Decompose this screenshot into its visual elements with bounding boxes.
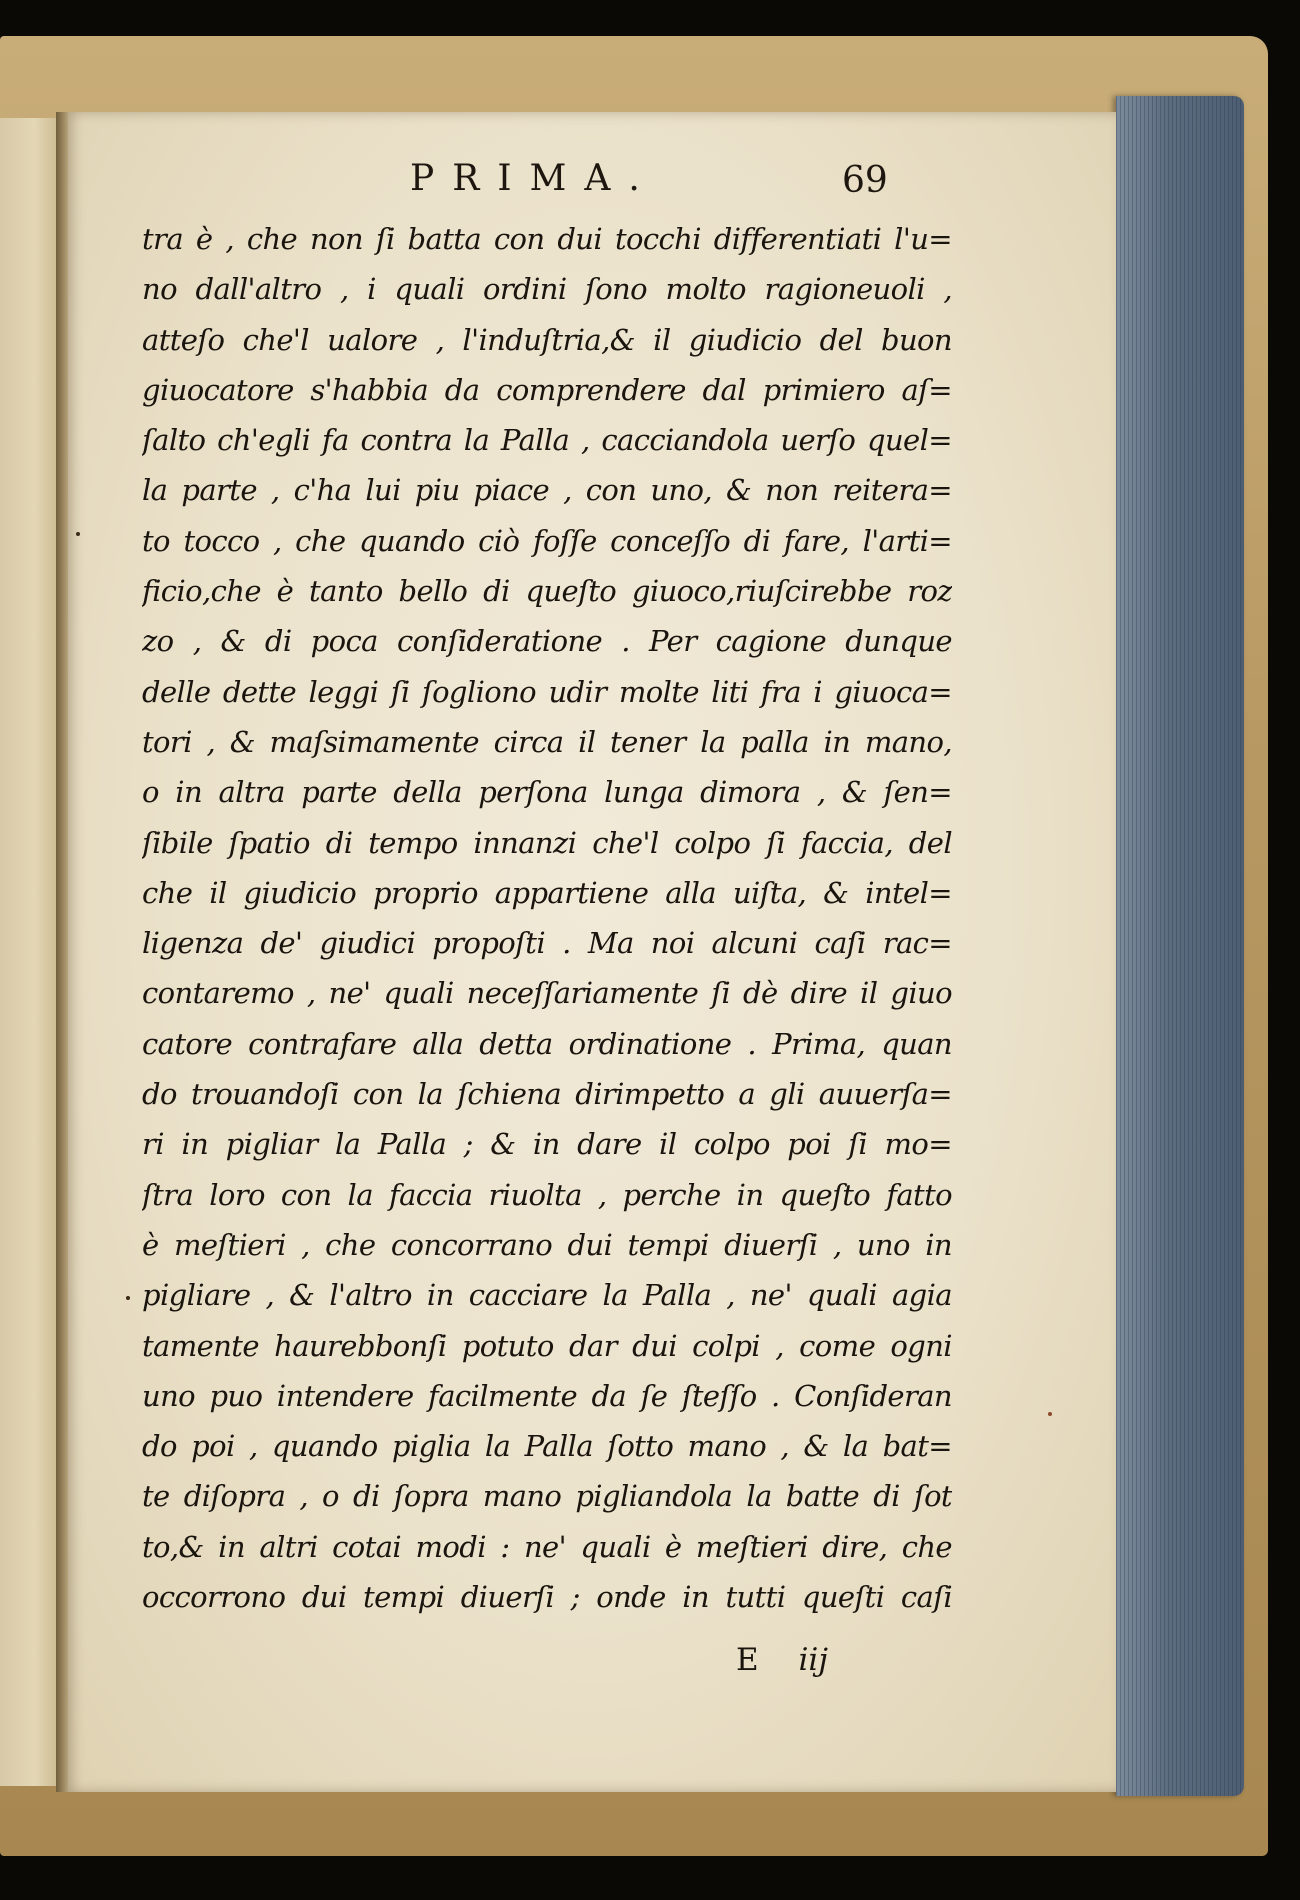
text-line: ſibile ſpatio di tempo innanzi che'l colpo ſi faccia, del xyxy=(142,825,952,860)
text-line: ri in pigliar la Palla ; & in dare il colpo poi ſi mo= xyxy=(142,1127,952,1162)
text-line: ſtra loro con la faccia riuolta , perche in queſto fatto xyxy=(142,1177,952,1212)
text-line: do poi , quando piglia la Palla ſotto mano , & la bat= xyxy=(142,1429,952,1464)
signature-number: iij xyxy=(798,1642,828,1678)
text-line: tori , & maſsimamente circa il tener la palla in mano, xyxy=(142,724,952,759)
signature-letter: E xyxy=(736,1642,759,1678)
text-line: catore contrafare alla detta ordinatione . Prima, quan xyxy=(142,1026,952,1061)
page-number: 69 xyxy=(842,160,888,201)
text-line: do trouandoſi con la ſchiena dirimpetto a gli auuerſa= xyxy=(142,1077,952,1112)
gutter xyxy=(56,112,68,1792)
text-line: tamente haurebbonſi potuto dar dui colpi , come ogni xyxy=(142,1328,952,1363)
text-line: atteſo che'l ualore , l'induſtria,& il giudicio del buon xyxy=(142,322,952,357)
text-line: to,& in altri cotai modi : ne' quali è meſtieri dire, che xyxy=(142,1529,952,1564)
text-line: pigliare , & l'altro in cacciare la Palla , ne' quali agia xyxy=(142,1278,952,1313)
page-edges xyxy=(1116,96,1244,1796)
text-line: delle dette leggi ſi ſogliono udir molte liti fra i giuoca= xyxy=(142,674,952,709)
text-line: tra è , che non ſi batta con dui tocchi differentiati l'u= xyxy=(142,222,952,256)
text-line: zo , & di poca conſideratione . Per cagione dunque xyxy=(142,624,952,659)
text-line: è meſtieri , che concorrano dui tempi diuerſi , uno in xyxy=(142,1227,952,1262)
signature-mark xyxy=(736,1642,828,1678)
running-head: PRIMA. xyxy=(410,158,658,199)
text-line: ficio,che è tanto bello di queſto giuoco,riuſcirebbe roz xyxy=(142,574,952,609)
text-line: to tocco , che quando ciò foſſe conceſſo di fare, l'arti= xyxy=(142,523,952,558)
text-line: te diſopra , o di ſopra mano pigliandola la batte di ſot xyxy=(142,1479,952,1514)
text-line: contaremo , ne' quali neceſſariamente ſi dè dire il giuo xyxy=(142,976,952,1011)
text-line: ſalto ch'egli fa contra la Palla , cacciandola uerſo quel= xyxy=(142,423,952,458)
text-line: uno puo intendere facilmente da ſe ſteſſo . Conſideran xyxy=(142,1378,952,1413)
ink-speck xyxy=(126,1296,130,1300)
ink-speck xyxy=(76,532,80,536)
body-text xyxy=(142,214,952,1622)
text-line: che il giudicio proprio appartiene alla uiſta, & intel= xyxy=(142,875,952,910)
text-line: giuocatore s'habbia da comprendere dal primiero aſ= xyxy=(142,372,952,407)
text-line: la parte , c'ha lui piu piace , con uno, & non reitera= xyxy=(142,473,952,508)
text-line: occorrono dui tempi diuerſi ; onde in tutti queſti caſi xyxy=(142,1580,952,1615)
text-line: ligenza de' giudici propoſti . Ma noi alcuni caſi rac= xyxy=(142,926,952,961)
text-line: no dall'altro , i quali ordini ſono molto ragioneuoli , xyxy=(142,272,952,307)
left-page xyxy=(0,118,60,1786)
ink-speck xyxy=(1048,1412,1052,1416)
text-line: o in altra parte della perſona lunga dimora , & ſen= xyxy=(142,775,952,810)
